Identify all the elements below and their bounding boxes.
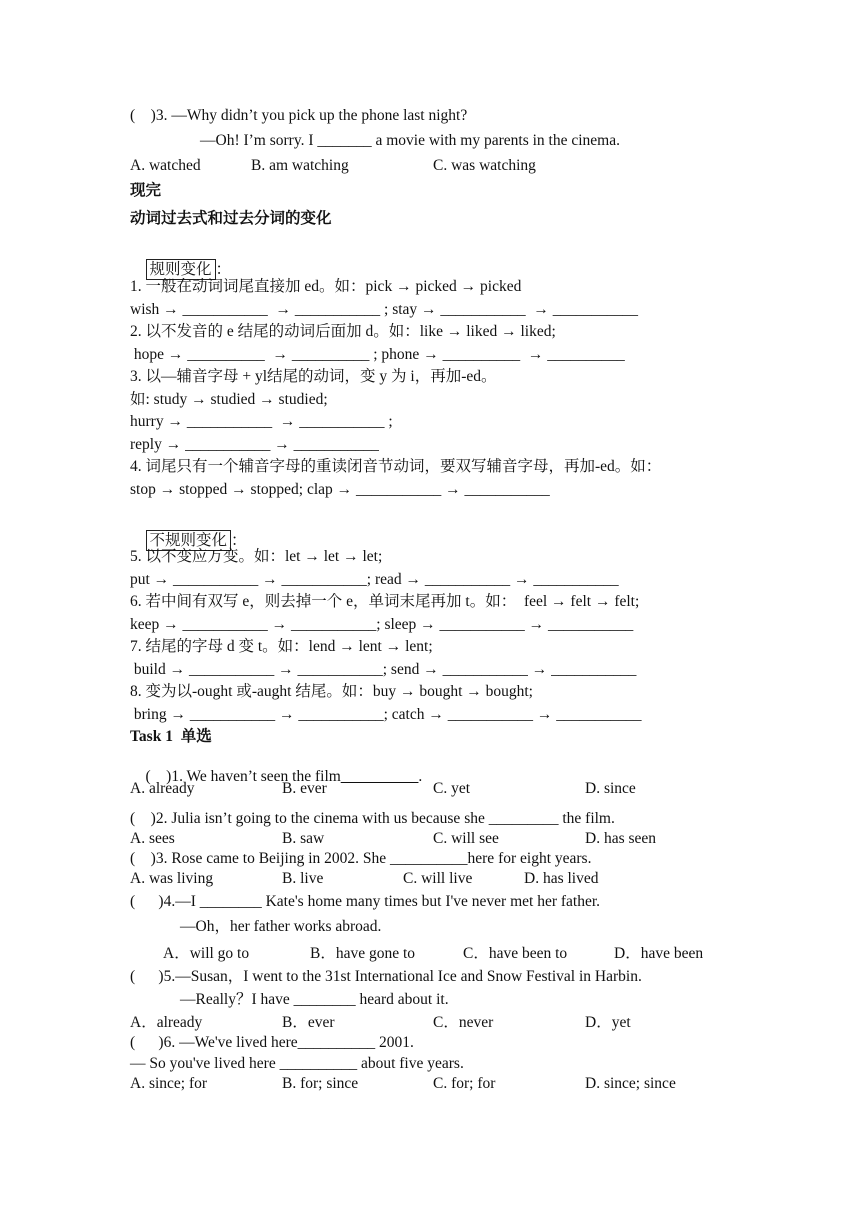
q4-option-d: D．have been: [614, 945, 704, 962]
q3-option-d: D. has lived: [524, 870, 599, 887]
q6-option-b: B. for; since: [282, 1075, 359, 1092]
option-c: C. was watching: [433, 157, 536, 174]
task-heading: Task 1 单选: [130, 728, 212, 745]
option-b: B. am watching: [251, 157, 349, 174]
rule-8-exercise: bring → ___________ → ___________; catch → ___________ → ___________: [130, 706, 642, 723]
question-3-stem: ( )3. —Why didn’t you pick up the phone last night?: [130, 107, 468, 124]
task-q3: ( )3. Rose came to Beijing in 2002. She __________here for eight years.: [130, 850, 592, 867]
rule-2-exercise: hope → __________ → __________ ; phone → __________ → __________: [130, 346, 625, 363]
irregular-heading-box: 不规则变化: [146, 530, 232, 551]
rule-8: 8. 变为以-ought 或-aught 结尾。如：buy → bought → bought;: [130, 683, 533, 700]
regular-heading-box: 规则变化: [146, 259, 216, 280]
rule-3-exercise-2: reply → ___________ → ___________: [130, 436, 379, 453]
rule-7-exercise: build → ___________ → ___________; send → ___________ → ___________: [130, 661, 637, 678]
rule-4: 4. 词尾只有一个辅音字母的重读闭音节动词，要双写辅音字母，再加-ed。如：: [130, 458, 662, 475]
question-3-reply: —Oh! I’m sorry. I _______ a movie with my parents in the cinema.: [200, 132, 620, 149]
q2-option-b: B. saw: [282, 830, 325, 847]
q3-option-c: C. will live: [403, 870, 473, 887]
section-label: 现完: [130, 182, 162, 199]
q6-option-a: A. since; for: [130, 1075, 208, 1092]
rule-3: 3. 以—辅音字母 + yl结尾的动词，变 y 为 i，再加-ed。: [130, 368, 497, 385]
q1-option-b: B. ever: [282, 780, 327, 797]
regular-heading-colon: ：: [215, 261, 232, 278]
rule-6: 6. 若中间有双写 e，则去掉一个 e，单词末尾再加 t。如： feel → felt → felt;: [130, 593, 640, 610]
q1-option-a: A. already: [130, 780, 195, 797]
task-q5-reply: —Really？I have ________ heard about it.: [180, 991, 449, 1008]
rule-4-exercise: stop → stopped → stopped; clap → ___________ → ___________: [130, 481, 550, 498]
section-title: 动词过去式和过去分词的变化: [130, 210, 332, 227]
q6-option-c: C. for; for: [433, 1075, 496, 1092]
rule-3-example: 如: study → studied → studied;: [130, 391, 328, 408]
q5-option-d: D．yet: [585, 1014, 631, 1031]
q2-option-d: D. has seen: [585, 830, 657, 847]
q1-option-d: D. since: [585, 780, 636, 797]
task-q6-reply: — So you've lived here __________ about five years.: [130, 1055, 464, 1072]
task-q4-reply: —Oh，her father works abroad.: [180, 918, 382, 935]
rule-2: 2. 以不发音的 e 结尾的动词后面加 d。如：like → liked → liked;: [130, 323, 556, 340]
task-q6: ( )6. —We've lived here__________ 2001.: [130, 1034, 414, 1051]
irregular-heading-colon: ：: [231, 532, 247, 549]
q2-option-a: A. sees: [130, 830, 175, 847]
option-a: A. watched: [130, 157, 201, 174]
task-q4: ( )4.—I ________ Kate's home many times but I've never met her father.: [130, 893, 601, 910]
q1-option-c: C. yet: [433, 780, 471, 797]
rule-1-exercise: wish → ___________ → ___________ ; stay → ___________ → ___________: [130, 301, 639, 318]
q2-option-c: C. will see: [433, 830, 499, 847]
task-q1-period: .: [418, 768, 423, 785]
task-q1-blank: __________: [340, 768, 419, 785]
rule-1: 1. 一般在动词词尾直接加 ed。如：pick → picked → picked: [130, 278, 522, 295]
q5-option-b: B．ever: [282, 1014, 335, 1031]
q4-option-a: A．will go to: [163, 945, 250, 962]
q5-option-a: A．already: [130, 1014, 203, 1031]
rule-5: 5. 以不变应万变。如：let → let → let;: [130, 548, 383, 565]
q4-option-c: C．have been to: [463, 945, 568, 962]
q5-option-c: C．never: [433, 1014, 494, 1031]
rule-5-exercise: put → ___________ → ___________; read → ___________ → ___________: [130, 571, 619, 588]
q3-option-a: A. was living: [130, 870, 214, 887]
rule-3-exercise-1: hurry → ___________ → ___________ ;: [130, 413, 393, 430]
rule-7: 7. 结尾的字母 d 变 t。如：lend → lent → lent;: [130, 638, 433, 655]
q4-option-b: B．have gone to: [310, 945, 416, 962]
q3-option-b: B. live: [282, 870, 324, 887]
q6-option-d: D. since; since: [585, 1075, 676, 1092]
task-q1-stem: ( )1. We haven’t seen the film: [145, 768, 341, 785]
task-q2: ( )2. Julia isn’t going to the cinema with us because she _________ the film.: [130, 810, 615, 827]
task-q5: ( )5.—Susan，I went to the 31st International Ice and Snow Festival in Harbin.: [130, 968, 642, 985]
rule-6-exercise: keep → ___________ → ___________; sleep → ___________ → ___________: [130, 616, 634, 633]
